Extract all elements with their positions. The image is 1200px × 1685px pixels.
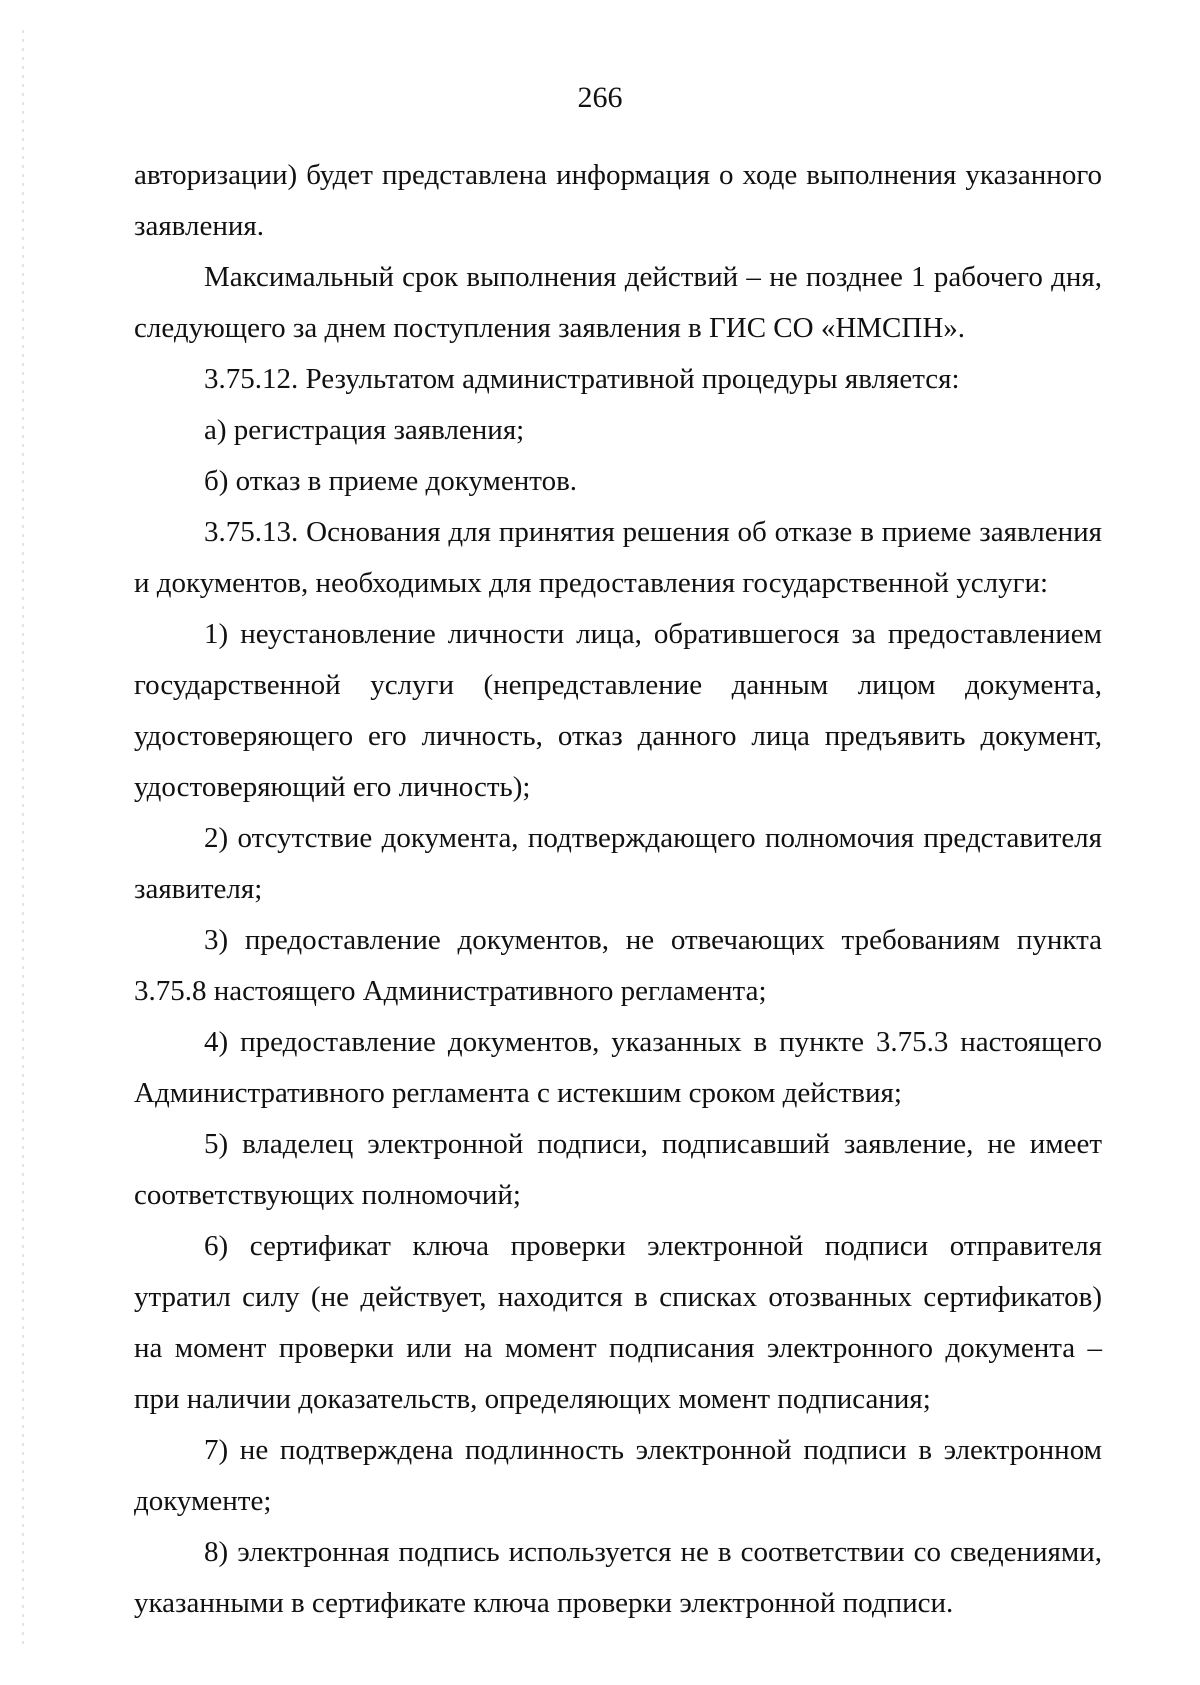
list-item: 2) отсутствие документа, подтверждающего полномочия представителя заявителя; — [134, 822, 1102, 905]
section-heading-3-75-13: 3.75.13. Основания для принятия решения об отказе в приеме заявления и документов, необходимых для предоставления государственной услуги: — [134, 516, 1102, 599]
list-item: б) отказ в приеме документов. — [204, 465, 578, 497]
list-item: а) регистрация заявления; — [204, 414, 525, 446]
scan-edge-artifact — [22, 30, 24, 1650]
list-item: 3) предоставление документов, не отвечающих требованиям пункта 3.75.8 настоящего Административного регламента; — [134, 924, 1102, 1007]
list-item: 6) сертификат ключа проверки электронной подписи отправителя утратил силу (не действует, находится в списках отозванных сертификатов) на момент проверки или на момент подписания электронного документа – при наличии доказательств, определяющих момент подписания; — [134, 1230, 1102, 1415]
list-item: 1) неустановление личности лица, обратившегося за предоставлением государственной услуги (непредставление данным лицом документа, удостоверяющего его личность, отказ данного лица предъявить документ, удостоверяющий его личность); — [134, 618, 1102, 803]
page-number: 266 — [577, 81, 623, 114]
list-item: 5) владелец электронной подписи, подписавший заявление, не имеет соответствующих полномочий; — [134, 1128, 1102, 1211]
list-item: 8) электронная подпись используется не в соответствии со сведениями, указанными в сертификате ключа проверки электронной подписи. — [134, 1536, 1102, 1619]
paragraph: авторизации) будет представлена информация о ходе выполнения указанного заявления. — [134, 159, 1102, 242]
list-item: 7) не подтверждена подлинность электронной подписи в электронном документе; — [134, 1434, 1102, 1517]
section-heading-3-75-12: 3.75.12. Результатом административной процедуры является: — [204, 363, 960, 395]
document-body — [134, 150, 1102, 1629]
list-item: 4) предоставление документов, указанных в пункте 3.75.3 настоящего Административного регламента с истекшим сроком действия; — [134, 1026, 1102, 1109]
paragraph: Максимальный срок выполнения действий – не позднее 1 рабочего дня, следующего за днем поступления заявления в ГИС СО «НМСПН». — [134, 261, 1102, 344]
